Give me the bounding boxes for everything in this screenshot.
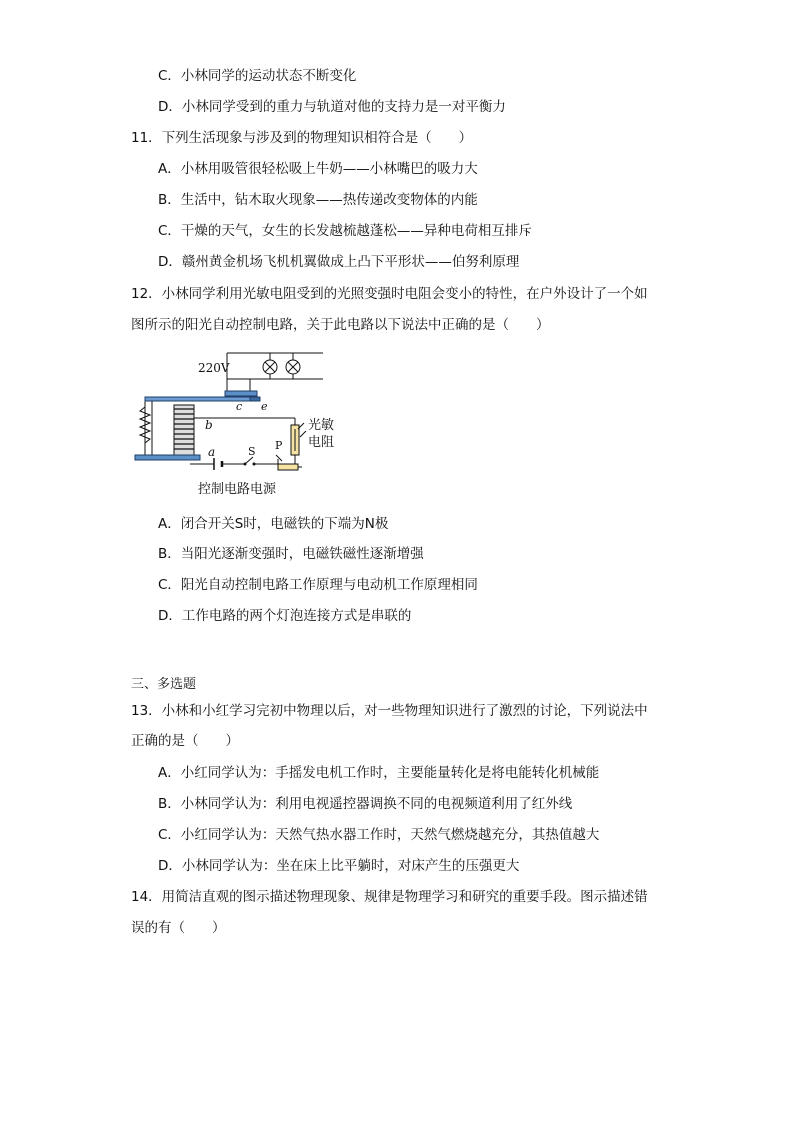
q13-option-d: D．小林同学认为：坐在床上比平躺时，对床产生的压强更大 [158,858,520,874]
terminal-label-a: a [208,445,216,459]
q10-option-c: C．小林同学的运动状态不断变化 [158,68,357,84]
photoresistor-label-line2: 电阻 [308,435,335,450]
electromagnet-coil-icon [174,405,194,455]
relay-circuit-diagram [130,345,360,500]
q12-option-d: D．工作电路的两个灯泡连接方式是串联的 [158,608,412,624]
lamp-icon [263,360,277,374]
q13-option-b: B．小林同学认为：利用电视遥控器调换不同的电视频道利用了红外线 [158,796,573,812]
q11-option-b: B．生活中，钻木取火现象——热传递改变物体的内能 [158,192,478,208]
q12-option-c: C．阳光自动控制电路工作原理与电动机工作原理相同 [158,577,478,593]
lamp-icon [286,360,300,374]
contact-label-e: e [261,400,268,413]
q13-option-c: C．小红同学认为：天然气热水器工作时，天然气燃烧越充分，其热值越大 [158,827,600,843]
q13-stem-line2: 正确的是（ ） [131,733,239,749]
q13-stem-line1: 13．小林和小红学习完初中物理以后，对一些物理知识进行了激烈的讨论，下列说法中 [131,703,648,719]
q11-option-c: C．干燥的天气，女生的长发越梳越蓬松——异种电荷相互排斥 [158,223,532,239]
q13-option-a: A．小红同学认为：手摇发电机工作时，主要能量转化是将电能转化机械能 [158,765,600,781]
armature-icon [145,397,250,401]
q10-option-d: D．小林同学受到的重力与轨道对他的支持力是一对平衡力 [158,99,506,115]
voltage-label: 220V [198,361,230,375]
base-plate-icon [135,455,200,460]
switch-label-s: S [248,445,256,458]
relay-contact-icon [225,391,257,396]
q11-stem: 11．下列生活现象与涉及到的物理知识相符合是（ ） [131,130,473,146]
q11-option-d: D．赣州黄金机场飞机机翼做成上凸下平形状——伯努利原理 [158,254,520,270]
q12-option-b: B．当阳光逐渐变强时，电磁铁磁性逐渐增强 [158,546,424,562]
section-title-multi-choice: 三、多选题 [131,677,197,692]
q14-stem-line1: 14．用简洁直观的图示描述物理现象、规律是物理学习和研究的重要手段。图示描述错 [131,889,648,905]
q11-option-a: A．小林用吸管很轻松吸上牛奶——小林嘴巴的吸力大 [158,161,478,177]
rheostat-icon [278,464,298,470]
terminal-label-b: b [205,418,213,432]
q14-stem-line2: 误的有（ ） [131,920,226,936]
contact-label-c: c [236,400,243,413]
switch-icon [244,457,256,466]
photoresistor-label-line1: 光敏 [308,418,335,433]
q12-stem-line1: 12．小林同学利用光敏电阻受到的光照变强时电阻会变小的特性，在户外设计了一个如 [131,286,648,302]
q12-option-a: A．闭合开关S时，电磁铁的下端为N极 [158,516,389,532]
slider-label-p: P [275,439,283,452]
q12-stem-line2: 图所示的阳光自动控制电路，关于此电路以下说法中正确的是（ ） [131,317,550,333]
control-power-caption: 控制电路电源 [198,482,277,497]
